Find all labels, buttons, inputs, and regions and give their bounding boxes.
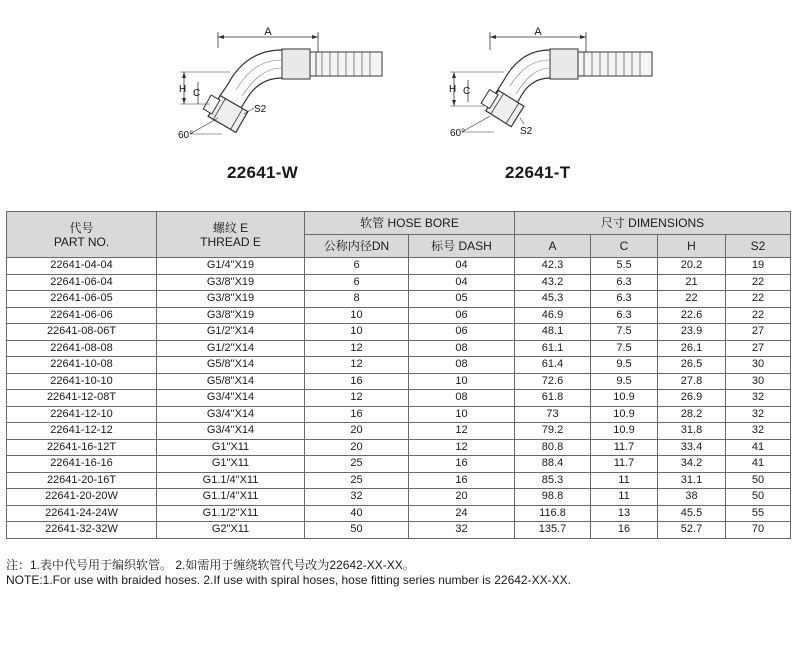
cell-part-no: 22641-16-12T (7, 439, 157, 456)
cell-dash: 10 (409, 406, 515, 423)
header-thread (157, 212, 305, 258)
cell-thread: G2"X11 (157, 522, 305, 539)
cell-thread: G1/2"X14 (157, 340, 305, 357)
cell-s2: 22 (726, 307, 791, 324)
cell-s2: 50 (726, 472, 791, 489)
cell-s2: 32 (726, 423, 791, 440)
cell-thread: G3/8"X19 (157, 291, 305, 308)
cell-thread: G1.1/4"X11 (157, 472, 305, 489)
header-dn: 公称内径DN (305, 235, 409, 258)
cell-dash: 12 (409, 439, 515, 456)
cell-s2: 19 (726, 258, 791, 275)
cell-h: 23.9 (658, 324, 726, 341)
cell-c: 5.5 (591, 258, 658, 275)
cell-a: 43.2 (515, 274, 591, 291)
cell-h: 22 (658, 291, 726, 308)
header-part-cn: 代号 (69, 220, 94, 235)
cell-h: 28.2 (658, 406, 726, 423)
cell-c: 11.7 (591, 456, 658, 473)
cell-thread: G1/2"X14 (157, 324, 305, 341)
dimension-a-label: A (534, 26, 542, 38)
cell-c: 6.3 (591, 274, 658, 291)
cell-c: 9.5 (591, 357, 658, 374)
note-english: NOTE:1.For use with braided hoses. 2.If use with spiral hoses, hose fitting series number is 22642-XX-XX. (6, 573, 571, 587)
cell-dash: 16 (409, 472, 515, 489)
cell-a: 61.1 (515, 340, 591, 357)
table-row (7, 456, 791, 473)
dimension-c-label: C (463, 86, 471, 97)
cell-dn: 32 (305, 489, 409, 506)
header-s2: S2 (726, 235, 791, 258)
cell-h: 31.1 (658, 472, 726, 489)
cell-dash: 24 (409, 505, 515, 522)
cell-h: 27.8 (658, 373, 726, 390)
cell-s2: 27 (726, 340, 791, 357)
cell-thread: G1.1/2"X11 (157, 505, 305, 522)
cell-c: 13 (591, 505, 658, 522)
specification-table (6, 211, 791, 539)
dimension-h-label: H (179, 84, 187, 95)
table-row (7, 390, 791, 407)
cell-thread: G3/8"X19 (157, 274, 305, 291)
cell-dash: 08 (409, 357, 515, 374)
cell-a: 45.3 (515, 291, 591, 308)
cell-part-no: 22641-24-24W (7, 505, 157, 522)
cell-part-no: 22641-32-32W (7, 522, 157, 539)
cell-thread: G5/8"X14 (157, 357, 305, 374)
cell-part-no: 22641-20-20W (7, 489, 157, 506)
cell-dn: 12 (305, 357, 409, 374)
cell-c: 16 (591, 522, 658, 539)
cell-h: 26.1 (658, 340, 726, 357)
angle-label: 60° (450, 128, 466, 139)
table-row (7, 274, 791, 291)
cell-dn: 40 (305, 505, 409, 522)
cell-h: 20.2 (658, 258, 726, 275)
cell-a: 42.3 (515, 258, 591, 275)
cell-h: 33.4 (658, 439, 726, 456)
cell-c: 11 (591, 472, 658, 489)
cell-thread: G3/8"X19 (157, 307, 305, 324)
cell-a: 48.1 (515, 324, 591, 341)
table-row (7, 489, 791, 506)
cell-thread: G3/4"X14 (157, 406, 305, 423)
cell-dash: 10 (409, 373, 515, 390)
cell-part-no: 22641-12-10 (7, 406, 157, 423)
cell-c: 7.5 (591, 340, 658, 357)
cell-s2: 22 (726, 274, 791, 291)
cell-a: 46.9 (515, 307, 591, 324)
cell-h: 38 (658, 489, 726, 506)
cell-dash: 32 (409, 522, 515, 539)
dimension-h-label: H (449, 84, 457, 95)
drawing-22641-t (440, 22, 670, 157)
fitting-45-degree-w-drawing (170, 22, 400, 157)
table-row (7, 505, 791, 522)
table-row (7, 373, 791, 390)
cell-c: 7.5 (591, 324, 658, 341)
cell-dn: 25 (305, 472, 409, 489)
cell-h: 26.5 (658, 357, 726, 374)
cell-part-no: 22641-06-05 (7, 291, 157, 308)
table-row (7, 307, 791, 324)
dimension-s2-label: S2 (254, 104, 267, 115)
angle-label: 60° (178, 130, 194, 141)
cell-dash: 08 (409, 340, 515, 357)
cell-dn: 8 (305, 291, 409, 308)
cell-dn: 12 (305, 340, 409, 357)
cell-s2: 30 (726, 373, 791, 390)
cell-s2: 22 (726, 291, 791, 308)
cell-dash: 16 (409, 456, 515, 473)
cell-a: 61.4 (515, 357, 591, 374)
cell-part-no: 22641-08-06T (7, 324, 157, 341)
cell-c: 6.3 (591, 291, 658, 308)
cell-c: 11 (591, 489, 658, 506)
header-dimensions: 尺寸 DIMENSIONS (515, 212, 791, 235)
drawing-22641-w (170, 22, 400, 157)
cell-c: 10.9 (591, 406, 658, 423)
cell-thread: G1"X11 (157, 456, 305, 473)
cell-thread: G1"X11 (157, 439, 305, 456)
cell-c: 6.3 (591, 307, 658, 324)
specification-table-body (7, 258, 791, 539)
cell-s2: 41 (726, 439, 791, 456)
cell-dash: 04 (409, 274, 515, 291)
cell-a: 61.8 (515, 390, 591, 407)
dimension-s2-label: S2 (520, 126, 533, 137)
cell-thread: G5/8"X14 (157, 373, 305, 390)
table-row (7, 522, 791, 539)
cell-h: 22.6 (658, 307, 726, 324)
cell-c: 10.9 (591, 423, 658, 440)
cell-a: 79.2 (515, 423, 591, 440)
cell-s2: 32 (726, 406, 791, 423)
cell-s2: 70 (726, 522, 791, 539)
cell-s2: 41 (726, 456, 791, 473)
header-thread-en: THREAD E (200, 234, 261, 249)
cell-dash: 12 (409, 423, 515, 440)
table-row (7, 258, 791, 275)
cell-dash: 08 (409, 390, 515, 407)
cell-c: 11.7 (591, 439, 658, 456)
cell-dash: 05 (409, 291, 515, 308)
cell-dn: 10 (305, 307, 409, 324)
cell-part-no: 22641-12-08T (7, 390, 157, 407)
cell-dn: 6 (305, 258, 409, 275)
header-dash: 标号 DASH (409, 235, 515, 258)
cell-a: 72.6 (515, 373, 591, 390)
model-title-22641-w: 22641-W (227, 163, 299, 182)
cell-dn: 6 (305, 274, 409, 291)
cell-a: 88.4 (515, 456, 591, 473)
cell-part-no: 22641-10-10 (7, 373, 157, 390)
header-part-en: PART NO. (53, 234, 110, 249)
cell-h: 21 (658, 274, 726, 291)
cell-dn: 10 (305, 324, 409, 341)
cell-dn: 16 (305, 373, 409, 390)
cell-s2: 55 (726, 505, 791, 522)
cell-h: 45.5 (658, 505, 726, 522)
cell-dash: 06 (409, 307, 515, 324)
cell-s2: 30 (726, 357, 791, 374)
header-c: C (591, 235, 658, 258)
cell-dn: 20 (305, 423, 409, 440)
cell-h: 31.8 (658, 423, 726, 440)
dimension-c-label: C (193, 88, 201, 99)
cell-a: 98.8 (515, 489, 591, 506)
table-row (7, 406, 791, 423)
table-row (7, 357, 791, 374)
header-part-no (7, 212, 157, 258)
cell-thread: G3/4"X14 (157, 390, 305, 407)
cell-dn: 12 (305, 390, 409, 407)
dimension-a-label: A (264, 26, 272, 38)
table-row (7, 439, 791, 456)
cell-part-no: 22641-08-08 (7, 340, 157, 357)
cell-a: 85.3 (515, 472, 591, 489)
cell-dn: 16 (305, 406, 409, 423)
note-chinese: 注：1.表中代号用于编织软管。 2.如需用于缠绕软管代号改为22642-XX-XX。 (6, 558, 415, 572)
cell-part-no: 22641-10-08 (7, 357, 157, 374)
cell-a: 73 (515, 406, 591, 423)
cell-a: 80.8 (515, 439, 591, 456)
cell-dn: 25 (305, 456, 409, 473)
cell-s2: 27 (726, 324, 791, 341)
cell-dash: 20 (409, 489, 515, 506)
model-title-22641-t: 22641-T (505, 163, 571, 182)
table-row (7, 472, 791, 489)
table-row (7, 324, 791, 341)
cell-a: 135.7 (515, 522, 591, 539)
fitting-45-degree-t-drawing (440, 22, 670, 157)
cell-part-no: 22641-04-04 (7, 258, 157, 275)
cell-thread: G3/4"X14 (157, 423, 305, 440)
cell-dn: 50 (305, 522, 409, 539)
cell-thread: G1/4"X19 (157, 258, 305, 275)
cell-c: 9.5 (591, 373, 658, 390)
cell-s2: 32 (726, 390, 791, 407)
cell-s2: 50 (726, 489, 791, 506)
cell-dash: 06 (409, 324, 515, 341)
table-row (7, 423, 791, 440)
cell-h: 34.2 (658, 456, 726, 473)
cell-part-no: 22641-16-16 (7, 456, 157, 473)
table-row (7, 340, 791, 357)
cell-dash: 04 (409, 258, 515, 275)
header-h: H (658, 235, 726, 258)
header-thread-cn: 螺纹 E (212, 220, 249, 235)
cell-h: 26.9 (658, 390, 726, 407)
header-hose-bore: 软管 HOSE BORE (305, 212, 515, 235)
cell-part-no: 22641-12-12 (7, 423, 157, 440)
header-a: A (515, 235, 591, 258)
cell-a: 116.8 (515, 505, 591, 522)
cell-part-no: 22641-20-16T (7, 472, 157, 489)
cell-dn: 20 (305, 439, 409, 456)
cell-thread: G1.1/4"X11 (157, 489, 305, 506)
cell-part-no: 22641-06-04 (7, 274, 157, 291)
cell-h: 52.7 (658, 522, 726, 539)
cell-c: 10.9 (591, 390, 658, 407)
table-row (7, 291, 791, 308)
cell-part-no: 22641-06-06 (7, 307, 157, 324)
